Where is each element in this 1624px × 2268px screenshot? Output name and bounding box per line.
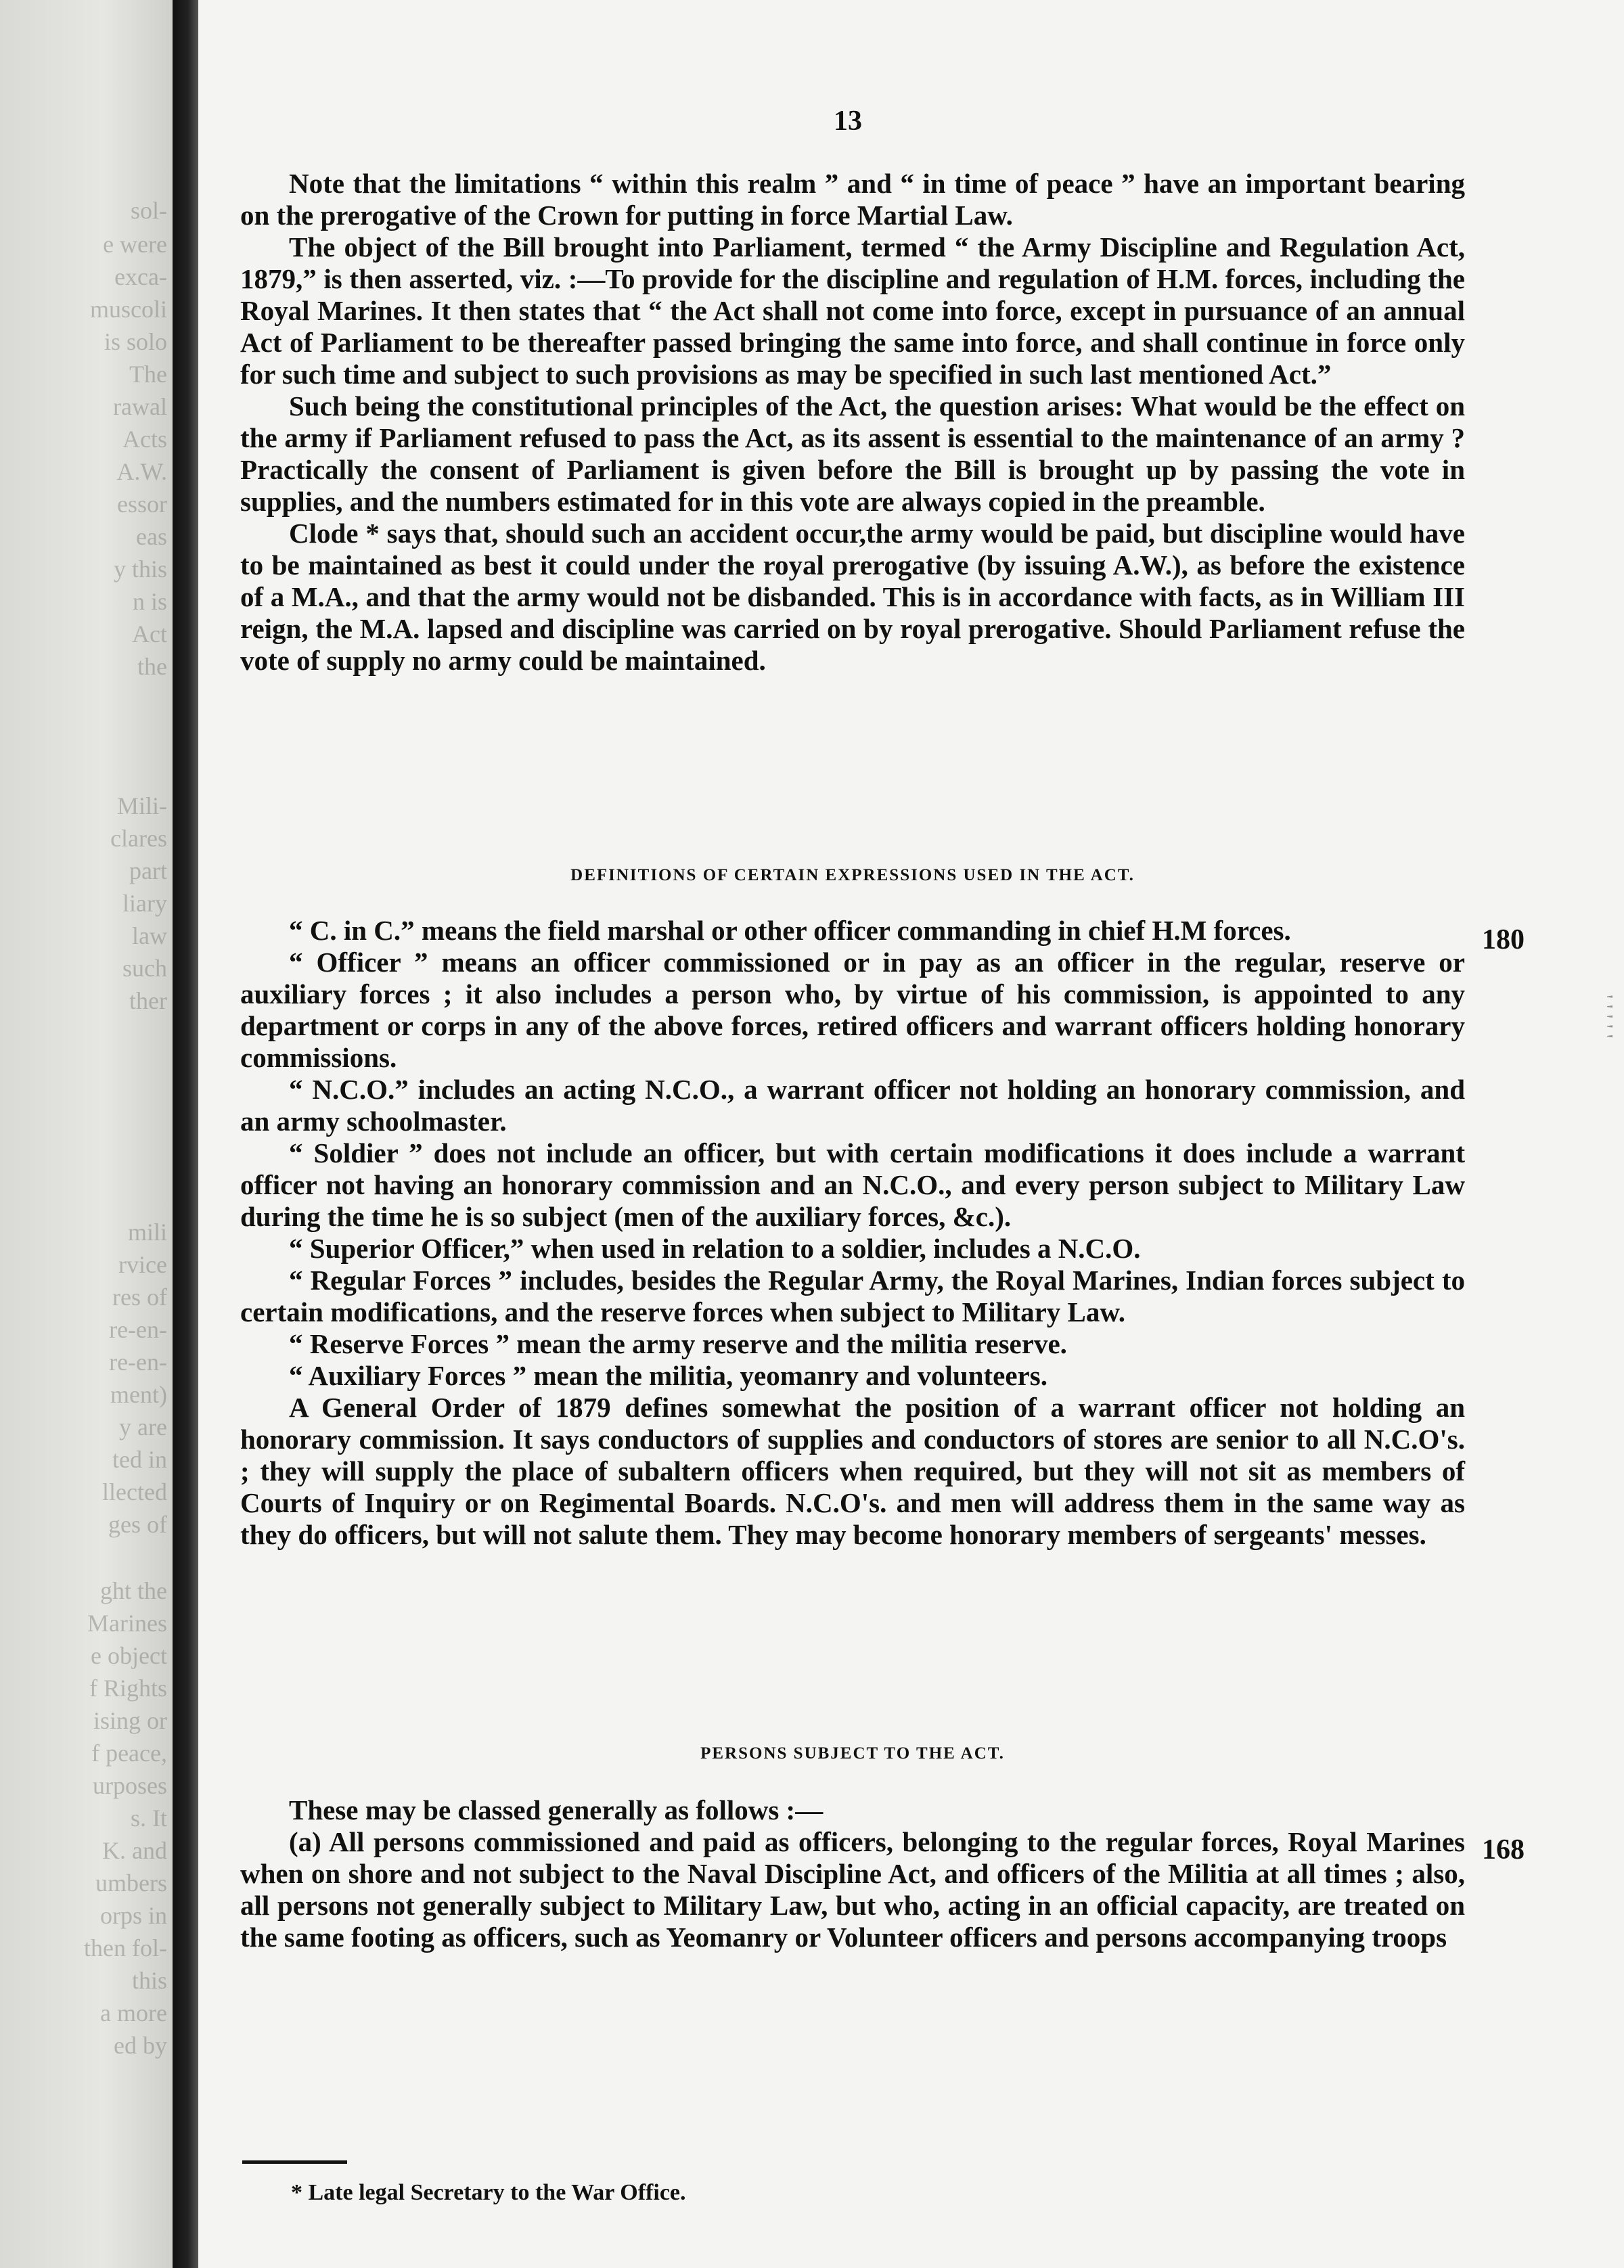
footnote-rule <box>242 2160 347 2164</box>
margin-reference-168: 168 <box>1482 1834 1525 1865</box>
definition-c-in-c: “ C. in C.” means the field marshal or other officer commanding in chief H.M forces. <box>289 915 1291 946</box>
adjacent-page-edge <box>0 0 173 2268</box>
paragraph-general-order-1879: A General Order of 1879 defines somewhat the position of a warrant officer not holding an honorary commission. It says conductors of supplies and conductors of stores are senior to all N.C.O's. ; they will supply the place of subaltern officers when required, but they will not sit as members of Courts of Inquiry or on Regimental Boards. N.C.O's. and men will address them in the same way as they do officers, but will not salute them. They may become honorary members of sergeants' messes. <box>240 1392 1465 1550</box>
definition-reserve-forces: “ Reserve Forces ” mean the army reserve and the militia reserve. <box>289 1328 1067 1359</box>
book-gutter-shadow <box>173 0 198 2268</box>
margin-reference-180: 180 <box>1482 924 1525 955</box>
definition-officer: “ Officer ” means an officer commissioned or in pay as an officer in the regular, reserve or auxiliary forces ; it also includes a person who, by virtue of his commission, is appointed to any department or corps in any of the above forces, retired officers and warrant officers holding honorary commissions. <box>240 947 1465 1073</box>
next-page-fringe: ' ' ' ' ' <box>1592 995 1617 1039</box>
section-persons-subject <box>240 1794 1465 1953</box>
paragraph-object-of-bill: The object of the Bill brought into Parliament, termed “ the Army Discipline and Regulation Act, 1879,” is then asserted, viz. :—To provide for the discipline and regulation of H.M. forces, including the Royal Marines. It then states that “ the Act shall not come into force, except in pursuance of an annual Act of Parliament to be thereafter passed bringing the same into force, and shall continue in force only for such time and subject to such provisions as may be specified in such last mentioned Act.” <box>240 231 1465 390</box>
section-constitutional-principles <box>240 168 1465 677</box>
definition-nco: “ N.C.O.” includes an acting N.C.O., a warrant officer not holding an honorary commission, and an army schoolmaster. <box>240 1074 1465 1137</box>
paragraph-item-a: (a) All persons commissioned and paid as officers, belonging to the regular forces, Royal Marines when on shore and not subject to the Naval Discipline Act, and officers of the Militia at all times ; also, all persons not generally subject to Military Law, but who, acting in an official capacity, are treated on the same footing as officers, such as Yeomanry or Volunteer officers and persons accompanying troops <box>240 1826 1465 1953</box>
page-number: 13 <box>834 106 862 137</box>
footnote: * Late legal Secretary to the War Office. <box>291 2180 686 2205</box>
paragraph-classed-generally: These may be classed generally as follows :— <box>289 1794 824 1825</box>
heading-persons-subject: PERSONS SUBJECT TO THE ACT. <box>700 1744 1005 1763</box>
bleed-through-text: sol- e were exca- muscoli is solo The rawal Acts A.W. essor eas y this n is Act the Mili- clares part liary law such ther mili rvice res of re-en- re-en- ment) y are ted in llected ges of ght the Marines e object f Rights ising or f peace, urposes s. It K. and umbers orps in then fol- this a more ed by <box>84 197 167 2059</box>
section-definitions <box>240 915 1465 1551</box>
paragraph-constitutional-principles: Such being the constitutional principles of the Act, the question arises: What would be the effect on the army if Parliament refused to pass the Act, as its assent is essential to the maintenance of an army ? Practically the consent of Parliament is given before the Bill is brought up by passing the vote in supplies, and the numbers estimated for in this vote are always copied in the preamble. <box>240 390 1465 517</box>
paragraph-clode: Clode * says that, should such an accident occur,the army would be paid, but discipline would have to be maintained as best it could under the royal prerogative (by issuing A.W.), as before the existence of a M.A., and that the army would not be disbanded. This is in accordance with facts, as in William III reign, the M.A. lapsed and discipline was carried on by royal prerogative. Should Parliament refuse the vote of supply no army could be maintained. <box>240 518 1465 676</box>
definition-auxiliary-forces: “ Auxiliary Forces ” mean the militia, yeomanry and volunteers. <box>289 1360 1047 1391</box>
paragraph-limitations: Note that the limitations “ within this realm ” and “ in time of peace ” have an important bearing on the prerogative of the Crown for putting in force Martial Law. <box>240 168 1465 231</box>
definition-soldier: “ Soldier ” does not include an officer, but with certain modifications it does include a warrant officer not having an honorary commission and an N.C.O., and every person subject to Military Law during the time he is so subject (men of the auxiliary forces, &c.). <box>240 1137 1465 1232</box>
definition-regular-forces: “ Regular Forces ” includes, besides the Regular Army, the Royal Marines, Indian forces subject to certain modifications, and the reserve forces when subject to Military Law. <box>240 1265 1465 1328</box>
definition-superior-officer: “ Superior Officer,” when used in relation to a soldier, includes a N.C.O. <box>289 1233 1141 1264</box>
heading-definitions: DEFINITIONS OF CERTAIN EXPRESSIONS USED IN THE ACT. <box>570 866 1135 884</box>
